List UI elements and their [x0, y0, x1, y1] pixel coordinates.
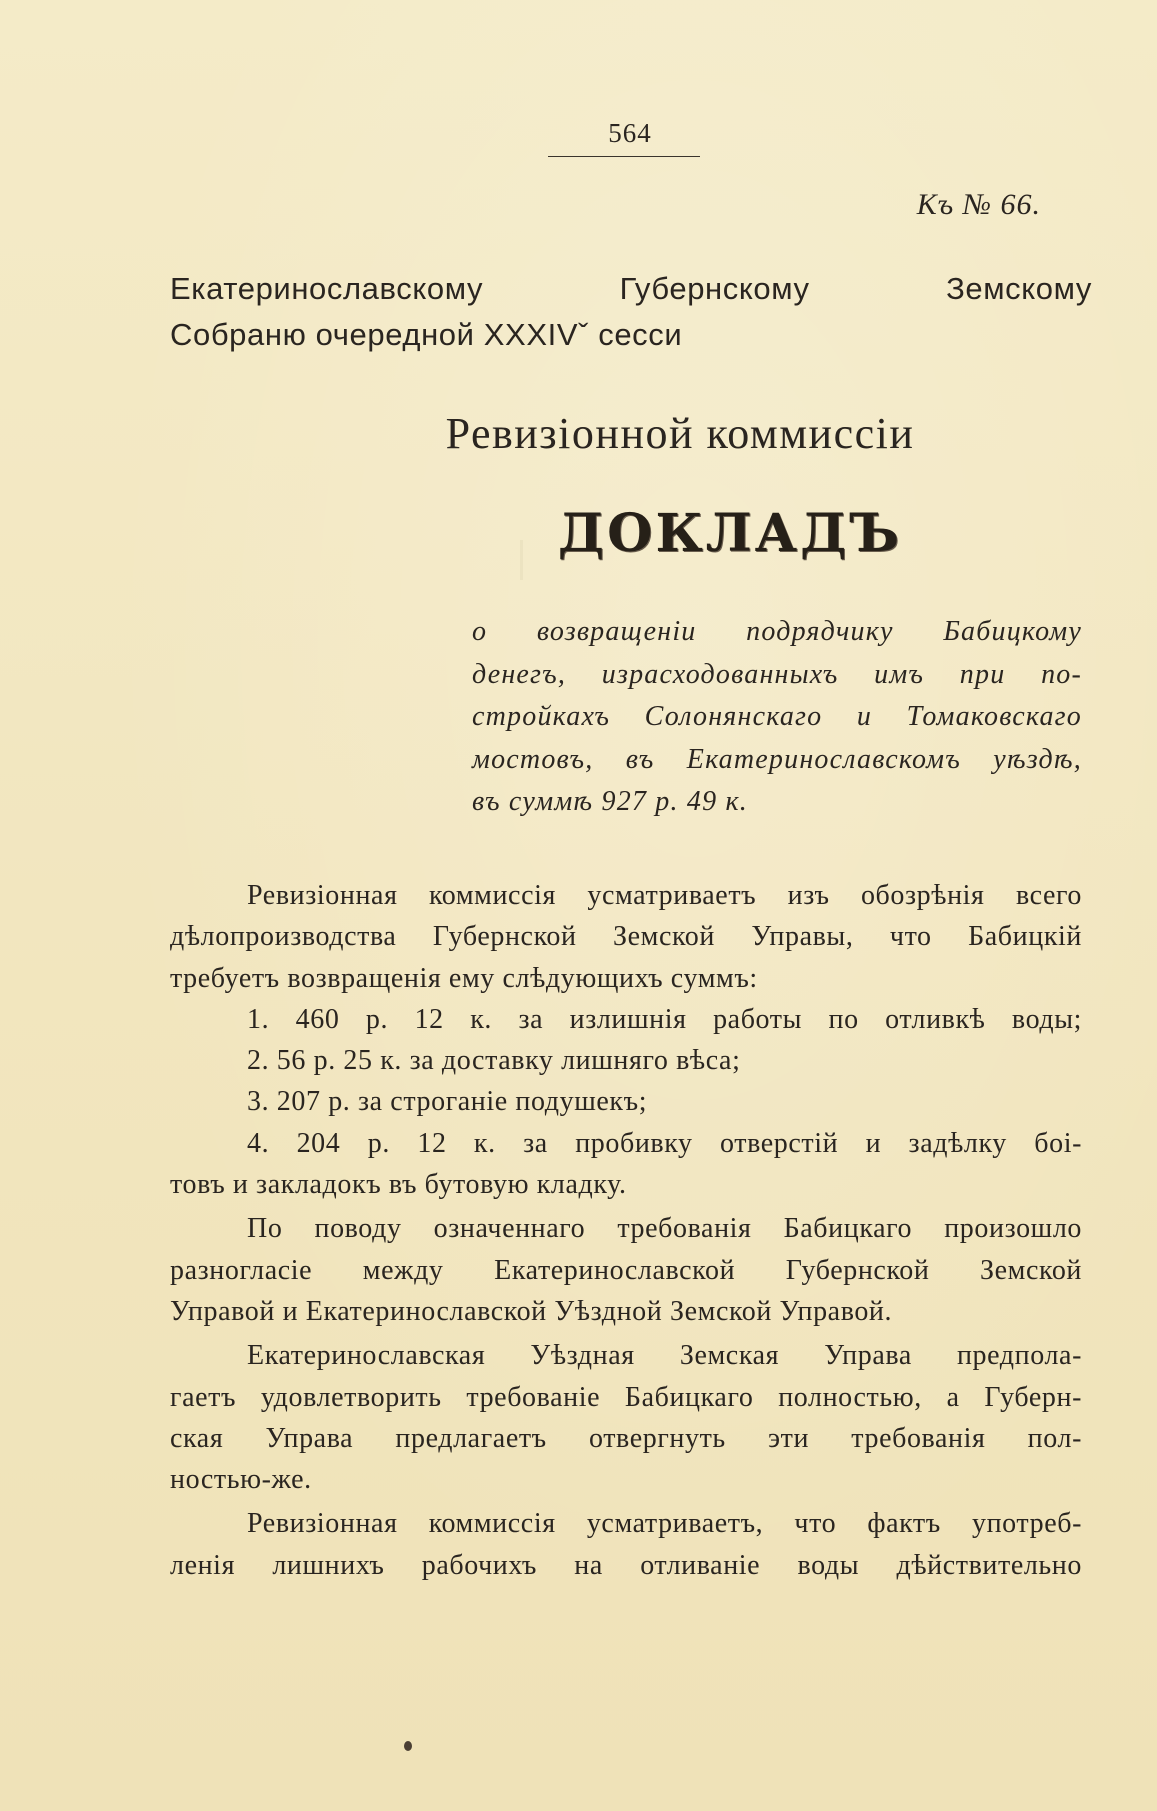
paragraph-line: гаетъ удовлетворить требованіе Бабицкаго полностью, а Губерн- — [170, 1381, 1082, 1413]
list-item-continuation: товъ и закладокъ въ бутовую кладку. — [170, 1169, 627, 1201]
address-line: Собраню очередной XXXIVˇ сесси — [170, 317, 683, 352]
paragraph-line: Екатеринославская Уѣздная Земская Управа предпола- — [247, 1340, 1082, 1372]
commission-heading: Ревизіонной коммиссіи — [445, 409, 915, 458]
paragraph-line: ностью-же. — [170, 1464, 312, 1496]
address-block — [170, 266, 1092, 358]
paragraph-line: Управой и Екатеринославской Уѣздной Земской Управой. — [170, 1295, 893, 1327]
ink-dot — [404, 1741, 412, 1751]
paper-stain — [520, 540, 523, 580]
paragraph-line: разногласіе между Екатеринославской Губернской Земской — [170, 1254, 1082, 1286]
list-item: 4. 204 р. 12 к. за пробивку отверстій и задѣлку боі- — [247, 1127, 1082, 1159]
subject-line: денегъ, израсходованныхъ имъ при по- — [472, 658, 1082, 690]
subject-line: мостовъ, въ Екатеринославскомъ уѣздѣ, — [472, 743, 1082, 775]
list-item: 1. 460 р. 12 к. за излишнія работы по отливкѣ воды; — [247, 1003, 1082, 1035]
page-number: 564 — [608, 118, 652, 148]
address-line: Екатеринославскому Губернскому Земскому — [170, 271, 1092, 306]
paragraph-line: Ревизіонная коммиссія усматриваетъ, что фактъ употреб- — [247, 1508, 1082, 1540]
subject-line: стройкахъ Солонянскаго и Томаковскаго — [472, 701, 1082, 732]
list-item: 3. 207 р. за строганіе подушекъ; — [247, 1086, 648, 1118]
paragraph-line: дѣлопроизводства Губернской Земской Управы, что Бабицкій — [170, 921, 1082, 953]
list-item: 2. 56 р. 25 к. за доставку лишняго вѣса; — [247, 1045, 741, 1077]
paragraph-line: ская Управа предлагаетъ отвергнуть эти требованія пол- — [170, 1422, 1082, 1454]
reference-number: Къ № 66. — [916, 188, 1041, 221]
paragraph-line: Ревизіонная коммиссія усматриваетъ изъ обозрѣнія всего — [247, 880, 1082, 911]
page-number-rule — [548, 156, 700, 157]
subject-line: о возвращеніи подрядчику Бабицкому — [472, 616, 1082, 647]
subject-line: въ суммѣ 927 р. 49 к. — [472, 786, 748, 817]
report-subject — [472, 611, 1082, 824]
paragraph-line: По поводу означеннаго требованія Бабицкаго произошло — [247, 1213, 1082, 1245]
paragraph-line: ленія лишнихъ рабочихъ на отливаніе воды дѣйствительно — [170, 1549, 1082, 1581]
body-text — [170, 875, 1082, 1586]
paragraph-line: требуетъ возвращенія ему слѣдующихъ суммъ: — [170, 962, 758, 994]
report-title: ДОКЛАДЪ — [557, 503, 903, 564]
